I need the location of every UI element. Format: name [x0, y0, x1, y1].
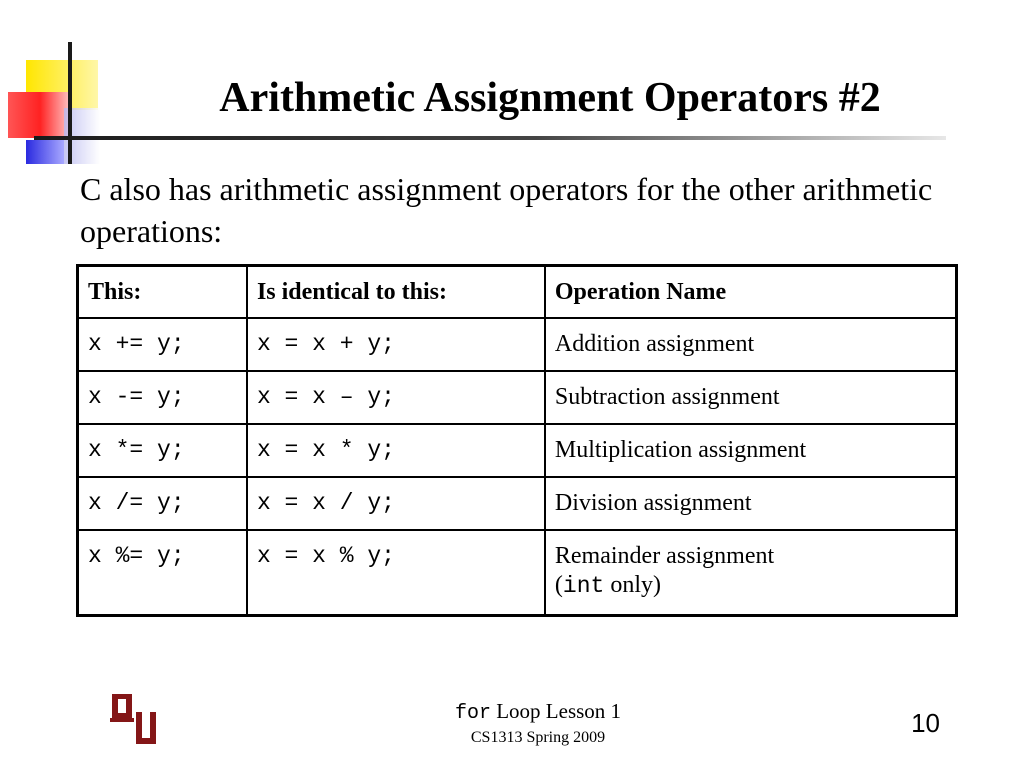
deco-red-square [8, 92, 72, 138]
shorthand-cell: x -= y; [78, 371, 247, 424]
deco-vertical-bar [68, 42, 72, 164]
table-header-row [78, 266, 957, 319]
shorthand-cell: x += y; [78, 318, 247, 371]
expanded-cell: x = x % y; [247, 530, 545, 616]
operation-name-text: Remainder assignment [554, 543, 775, 569]
shorthand-cell: x %= y; [78, 530, 247, 616]
expanded-cell: x = x * y; [247, 424, 545, 477]
column-header-operation-name: Operation Name [545, 266, 957, 319]
shorthand-cell: x /= y; [78, 477, 247, 530]
footer-course-title [338, 698, 738, 727]
ou-logo [110, 688, 158, 750]
footer-lesson: Loop Lesson 1 [490, 699, 622, 723]
operation-name-cell: Addition assignment [545, 318, 957, 371]
note-text: only) [604, 572, 661, 598]
column-header-this: This: [78, 266, 247, 319]
table-row [78, 477, 957, 530]
table-row [78, 530, 957, 616]
table-row [78, 371, 957, 424]
title-underline [34, 136, 946, 140]
operation-name-cell: Multiplication assignment [545, 424, 957, 477]
operation-name-cell [545, 530, 957, 616]
table-row [78, 424, 957, 477]
for-keyword: for [454, 702, 491, 725]
expanded-cell: x = x – y; [247, 371, 545, 424]
table-row [78, 318, 957, 371]
expanded-cell: x = x / y; [247, 477, 545, 530]
footer-term: CS1313 Spring 2009 [470, 729, 606, 746]
column-header-identical: Is identical to this: [247, 266, 545, 319]
shorthand-cell: x *= y; [78, 424, 247, 477]
footer [338, 698, 738, 749]
expanded-cell: x = x + y; [247, 318, 545, 371]
int-keyword: int [562, 573, 605, 599]
operation-name-cell: Subtraction assignment [545, 371, 957, 424]
intro-text: C also has arithmetic assignment operators for the other arithmetic operations: [80, 171, 933, 249]
operators-table [76, 264, 958, 617]
slide-title: Arithmetic Assignment Operators #2 [219, 75, 881, 121]
slide-number: 10 [911, 708, 940, 738]
deco-blue-square [26, 140, 64, 164]
operation-name-cell: Division assignment [545, 477, 957, 530]
note-open-paren: ( [554, 572, 563, 598]
